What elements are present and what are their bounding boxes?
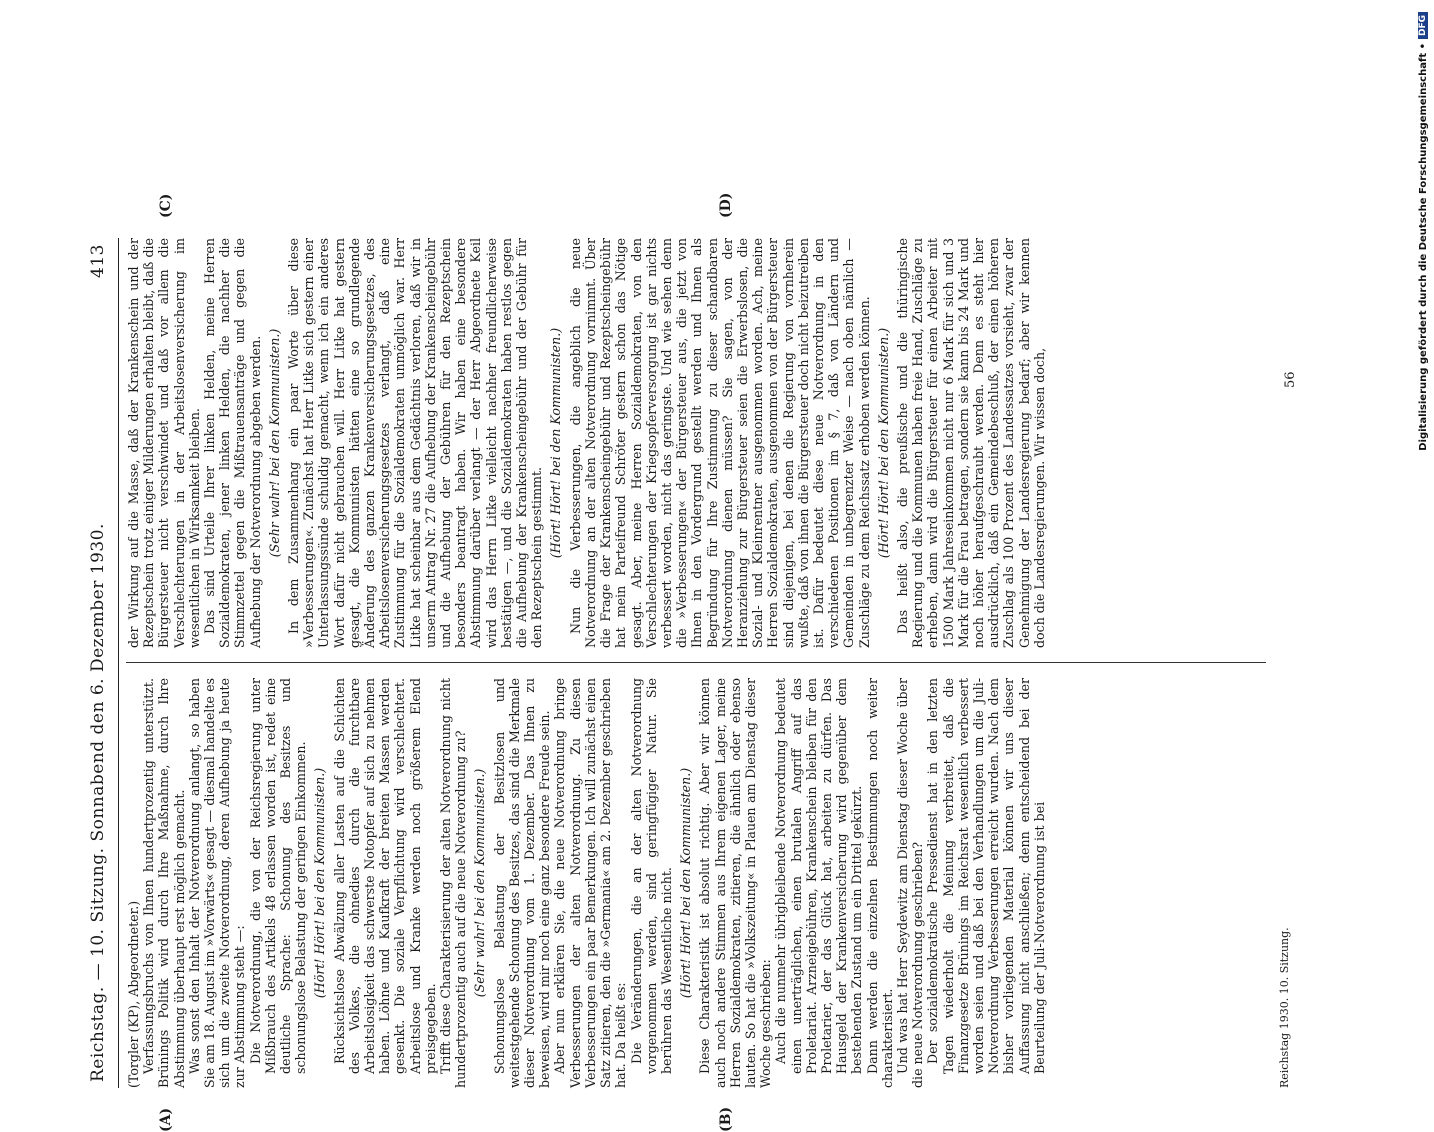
paragraph: In dem Zusammenhang ein paar Worte über diese »Verbesserungen«. Zunächst hat Herr Litke sich gestern einer Unterlassungssünde schuldig gemacht, wenn ich ein anderes Wort dafür nicht gebrauchen will. Herr Litke hat gestern gesagt, die Kommunisten hätten eine so grundlegende Änderung des ganzen Krankenversicherungsgesetzes, des Arbeitslosenversicherungsgesetzes verlangt, daß eine Zustimmung für die Sozialdemokraten unmöglich war. Herr Litke hat scheinbar aus dem Gedächtnis verloren, daß wir in unserm Antrag Nr. 27 die Aufhebung der Krankenscheingebühr und die Aufhebung der Gebühren für den Rezeptschein besonders beantragt haben. Wir haben eine besondere Abstimmung darüber verlangt — der Herr Abgeordnete Keil wird das Herrn Litke vielleicht nachher freundlicherweise bestätigen —, und die Sozialdemokraten haben restlos gegen die Aufhebung der Krankenscheingebühr und der Gebühr für den Rezeptschein gestimmt. xyxy=(286,238,545,648)
rotated-page xyxy=(78,88,1338,1132)
interjection: (Hört! Hört! bei den Kommunisten.) xyxy=(875,327,891,559)
dfg-credit: Digitalisierung gefördert durch die Deutsche Forschungsgemeinschaft • xyxy=(1417,43,1429,451)
paragraph: Das heißt also, die preußische und die thüringische Regierung und die Kommunen haben freie Hand, Zuschläge zu erheben, dann wird die Bürgersteuer für einen Arbeiter mit 1500 Mark Jahreseinkommen nicht nur 6 Mark für sich und 3 Mark für die Frau betragen, sondern sie kann bis 24 Mark und noch höher heraufgeschraubt werden. Denn es steht hier ausdrücklich, daß ein Gemeindebeschluß, der einen höheren Zuschlag als 100 Prozent des Landessatzes vorsieht, zwar der Genehmigung der Landesregierung bedarf; aber wir kennen doch die Landesregierungen. Wir wissen doch, xyxy=(894,238,1047,648)
paragraph: Diese Charakteristik ist absolut richtig. Aber wir können auch noch andere Stimmen aus Ihrem eigenen Lager, meine Herren Sozialdemokraten, zitieren, die ähnlich oder ebenso lauten. So hat die »Volkszeitung« in Plauen am Dienstag dieser Woche geschrieben: xyxy=(697,678,774,1088)
interjection: (Hört! Hört! bei den Kommunisten.) xyxy=(678,767,694,999)
marker-d: (D) xyxy=(718,192,734,218)
page-header xyxy=(78,238,119,1088)
page-number: 413 xyxy=(88,244,108,278)
marker-c: (C) xyxy=(158,193,174,218)
paragraph: Aber nun erklären Sie, die neue Notverordnung bringe Verbesserungen der alten Notverordnung. Zu diesen Verbesserungen ein paar Bemerkungen. Ich will zunächst einen Satz zitieren, den die »Germania« am 2. Dezember geschrieben hat. Da heißt es: xyxy=(552,678,629,1088)
dfg-logo-icon: DFG xyxy=(1418,12,1428,39)
marker-b: (B) xyxy=(718,1106,734,1132)
paragraph: Trifft diese Charakterisierung der alten Notverordnung nicht hundertprozentig auch auf die neue Notverordnung zu? xyxy=(438,678,469,1088)
paragraph: Was sonst den Inhalt der Notverordnung anlangt, so haben Sie am 18. August im »Vorwärts« gesagt — diesmal handelte es sich um die zweite Notverordnung, deren Aufhebung ja heute zur Abstimmung steht —: xyxy=(186,678,248,1088)
page-footer: Reichstag 1930. 10. Sitzung. xyxy=(1278,927,1291,1088)
paragraph: Dann werden die einzelnen Bestimmungen noch weiter charakterisiert. xyxy=(864,678,895,1088)
paragraph: Nun die Verbesserungen, die angeblich die neue Notverordnung an der alten Notverordnung vornimmt. Über die Frage der Krankenscheingebühr und Rezeptscheingebühr hat mein Parteifreund Schröter gestern schon das Nötige gesagt. Aber, meine Herren Sozialdemokraten, von den Verschlechterungen der Kriegsopferversorgung ist gar nichts verbessert worden, nicht das geringste. Und wie sehen denn die »Verbesserungen« der Bürgersteuer aus, die jetzt von Ihnen in den Vordergrund gestellt werden und Ihnen als Begründung für Ihre Zustimmung zu dieser schandbaren Notverordnung dienen müssen? Sie sagen, von der Heranziehung zur Bürgersteuer seien die Erwerbslosen, die Sozial- und Kleinrentner ausgenommen worden. Ach, meine Herren Sozialdemokraten, ausgenommen von der Bürgersteuer sind diejenigen, bei denen die Regierung von vornherein wußte, daß von ihnen die Bürgersteuer doch nicht beizutreiben ist. Dafür bedeutet diese neue Notverordnung in den verschiedenen Positionen im § 7, daß von Ländern und Gemeinden in unbegrenzter Weise — nach oben nämlich — Zuschläge zu dem Reichssatz erhoben werden können. xyxy=(567,238,872,648)
quote: Auch die nunmehr übrigbleibende Notverordnung bedeutet einen unerträglichen, einen brutalen Angriff auf das Proletariat. Arzneigebühren, Krankenschein bleiben für den Proletarier, der das Glück hat, arbeiten zu dürfen. Das Hausgeld der Krankenversicherung wird gegenüber dem bestehenden Zustand um ein Drittel gekürzt. xyxy=(773,678,865,1074)
column-divider xyxy=(126,662,1266,663)
interjection: (Hört! Hört! bei den Kommunisten.) xyxy=(548,327,564,559)
right-column xyxy=(126,238,1047,648)
interjection: (Sehr wahr! bei den Kommunisten.) xyxy=(472,768,488,998)
quote: der Wirkung auf die Masse, daß der Krankenschein und der Rezeptschein trotz einiger Milderungen erhalten bleibt, daß die Bürgersteuer nicht verschwindet und daß vor allem die Verschlechterungen in der Arbeitslosenversicherung im wesentlichen in Wirksamkeit bleiben. xyxy=(126,238,202,648)
signature-mark: 56 xyxy=(1283,371,1298,388)
paragraph: Schonungslose Belastung der Besitzlosen und weitestgehende Schonung des Besitzes, das sind die Merkmale dieser Notverordnung vom 1. Dezember. Das Ihnen zu beweisen, wird mir noch eine ganz besondere Freude sein. xyxy=(491,678,553,1088)
header-title: Reichstag. — 10. Sitzung. Sonnabend den 6. Dezember 1930. xyxy=(88,523,108,1082)
paragraph: Das sind Urteile Ihrer linken Helden, meine Herren Sozialdemokraten, jener linken Helden, die nachher die Stimmzettel gegen die Mißtrauensanträge und gegen die Aufhebung der Notverordnung abgeben werden. xyxy=(202,238,263,648)
marker-a: (A) xyxy=(158,1107,174,1132)
speaker-line: (Torgler (KP), Abgeordneter.) xyxy=(126,900,141,1088)
interjection: (Hört! Hört! bei den Kommunisten.) xyxy=(312,767,328,999)
paragraph: Und was hat Herr Seydewitz am Dienstag dieser Woche über die neue Notverordnung geschrieben? xyxy=(894,678,926,1088)
paragraph: Verfassungsbruchs von Ihnen hundertprozentig unterstützt. Brünings Politik wird durch Ihre Maßnahme, durch Ihre Abstimmung überhaupt erst möglich gemacht. xyxy=(141,678,187,1088)
interjection: (Sehr wahr! bei den Kommunisten.) xyxy=(266,328,282,558)
dfg-sidebar xyxy=(1412,8,1434,992)
quote: Rücksichtslose Abwälzung aller Lasten auf die Schichten des Volkes, die ohnedies durch die furchtbare Arbeitslosigkeit das schwerste Notopfer auf sich zu nehmen haben. Löhne und Kaufkraft der breiten Massen werden gesenkt. Die soziale Verpflichtung wird verschlechtert. Arbeitslose und Kranke werden noch größerem Elend preisgegeben. xyxy=(331,678,438,1074)
quote: Die Notverordnung, die von der Reichsregierung unter Mißbrauch des Artikels 48 erlassen worden ist, redet eine deutliche Sprache: Schonung des Besitzes und schonungslose Belastung der geringen Einkommen. xyxy=(247,678,309,1074)
left-column xyxy=(126,678,1047,1088)
quote: Der sozialdemokratische Pressedienst hat in den letzten Tagen wiederholt die Meinung verbreitet, daß die Finanzgesetze Brünings im Reichsrat wesentlich verbessert worden seien und daß bei den Verhandlungen um die Juli-Notverordnung Verbesserungen erreicht wurden. Nach dem bisher vorliegenden Material können wir uns dieser Auffassung nicht anschließen; denn entscheidend bei der Beurteilung der Juli-Notverordnung ist bei xyxy=(925,678,1047,1074)
quote: Die Veränderungen, die an der alten Notverordnung vorgenommen werden, sind geringfügiger Natur. Sie berühren das Wesentliche nicht. xyxy=(628,678,674,1074)
